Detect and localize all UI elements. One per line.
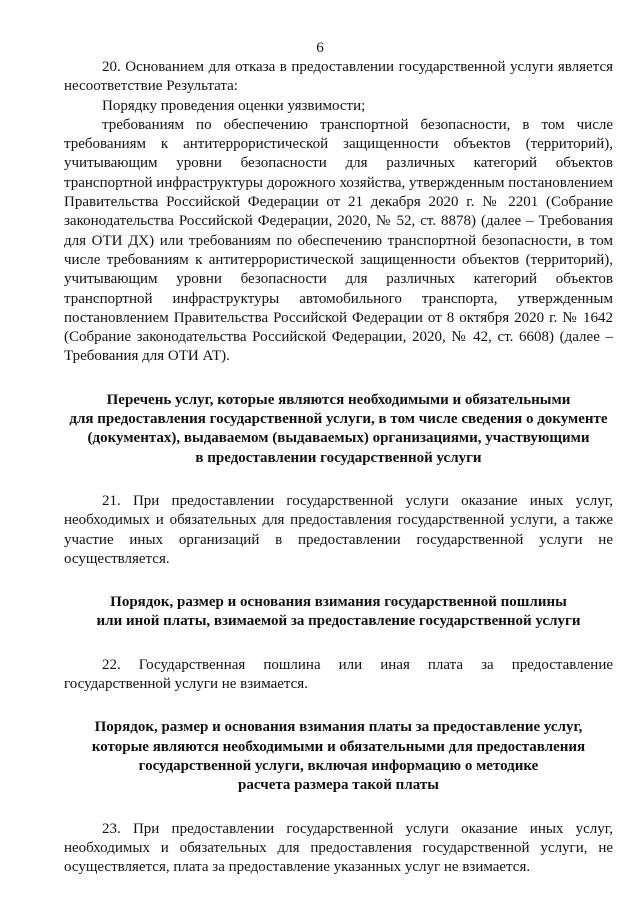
section-heading-services-list	[64, 391, 613, 468]
paragraph-23: 23. При предоставлении государственной услуги оказание иных услуг, необходимых и обязательных для предоставления государственной услуги, не осуществляется, плата за предоставление указанных услуг не взимается.	[64, 820, 613, 876]
paragraph-21: 21. При предоставлении государственной услуги оказание иных услуг, необходимых и обязательных для предоставления государственной услуги, а также участие иных организаций в предоставлении государственной услуги не осуществляется.	[64, 492, 613, 567]
heading-line: (документах), выдаваемом (выдаваемых) организациями, участвующими	[87, 430, 590, 447]
section-heading-payment-procedure	[64, 718, 613, 795]
page-number: 6	[316, 40, 324, 56]
heading-line: Порядок, размер и основания взимания платы за предоставление услуг,	[94, 719, 583, 736]
heading-line: которые являются необходимыми и обязательными для предоставления	[91, 738, 586, 755]
heading-line: государственной услуги, включая информацию о методике	[138, 757, 539, 774]
paragraph-20-item-1: Порядку проведения оценки уязвимости;	[102, 97, 366, 114]
section-heading-state-duty	[64, 593, 613, 632]
document-body	[64, 58, 613, 877]
heading-line: в предоставлении государственной услуги	[195, 449, 482, 466]
heading-line: для предоставления государственной услуги, в том числе сведения о документе	[69, 411, 608, 428]
paragraph-20-intro: 20. Основанием для отказа в предоставлении государственной услуги является несоответствие Результата:	[64, 59, 613, 95]
heading-line: расчета размера такой платы	[238, 777, 439, 794]
paragraph-20-item-2: требованиям по обеспечению транспортной безопасности, в том числе требованиям к антитеррористической защищенности объектов (территорий), учитывающим уровни безопасности для различных категорий объектов транспортной инфраструктуры дорожного хозяйства, утвержденным постановлением Правительства Российской Федерации от 21 декабря 2020 г. № 2201 (Собрание законодательства Российской Федерации, 2020, № 52, ст. 8878) (далее – Требования для ОТИ ДХ) или требованиям по обеспечению транспортной безопасности, в том числе требованиям к антитеррористической защищенности объектов (территорий), учитывающим уровни безопасности для различных категорий объектов транспортной инфраструктуры автомобильного транспорта, утвержденным постановлением Правительства Российской Федерации от 8 октября 2020 г. № 1642 (Собрание законодательства Российской Федерации, 2020, № 42, ст. 6608) (далее – Требования для ОТИ АТ).	[64, 116, 613, 365]
heading-line: Порядок, размер и основания взимания государственной пошлины	[110, 594, 567, 611]
heading-line: Перечень услуг, которые являются необходимыми и обязательными	[106, 391, 571, 408]
heading-line: или иной платы, взимаемой за предоставление государственной услуги	[96, 613, 581, 630]
paragraph-22: 22. Государственная пошлина или иная плата за предоставление государственной услуги не взимается.	[64, 656, 613, 693]
